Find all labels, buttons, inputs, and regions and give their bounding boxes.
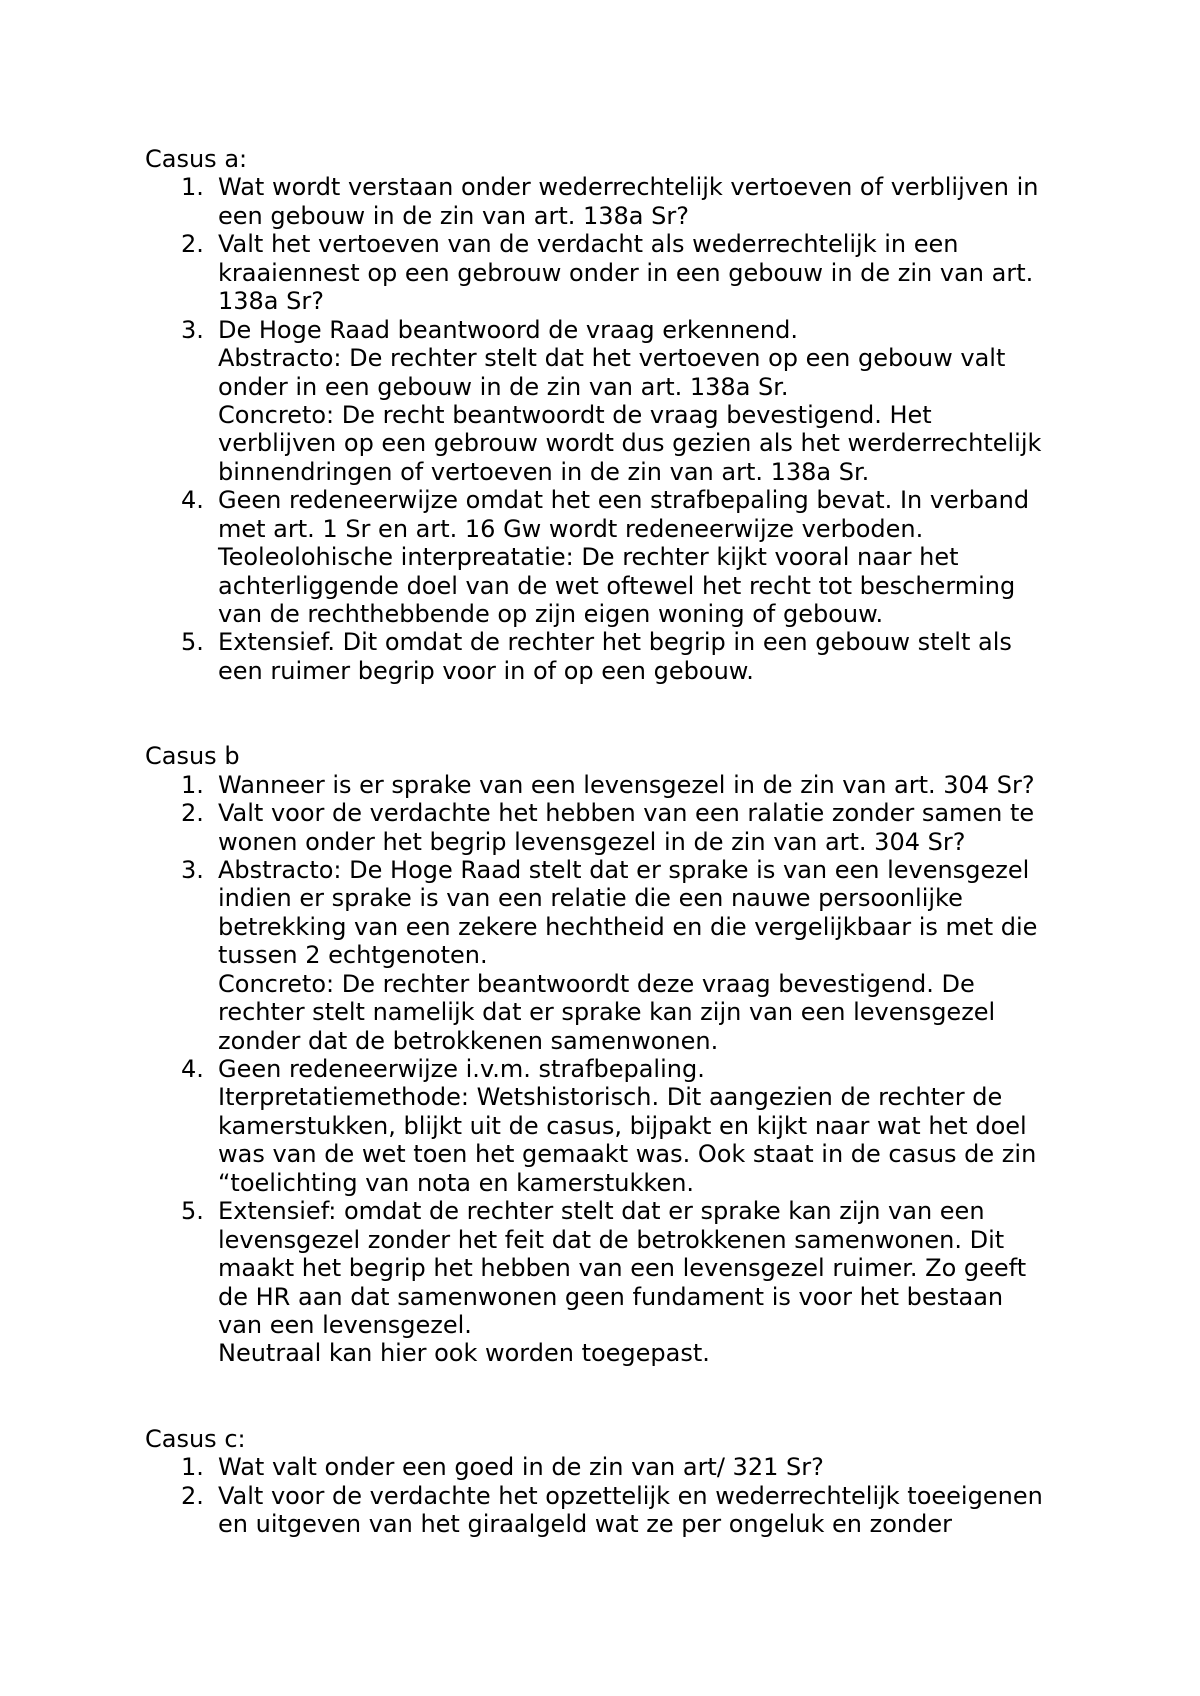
numbered-list [145, 1453, 1043, 1538]
casus-section [145, 145, 1043, 685]
list-item-text [218, 1453, 1043, 1481]
list-item [145, 628, 1043, 685]
list-number: 5. [181, 1197, 204, 1226]
list-item-text [218, 628, 1043, 685]
list-item-text [218, 173, 1043, 230]
text-line: Wat valt onder een goed in de zin van art/ 321 Sr? [218, 1453, 824, 1482]
list-number: 4. [181, 1055, 204, 1083]
text-line: verblijven op een gebrouw wordt dus gezien als het werderrechtelijk [218, 429, 1042, 458]
text-line: Abstracto: De Hoge Raad stelt dat er sprake is van een levensgezel [218, 855, 1030, 884]
list-item [145, 771, 1043, 799]
text-line: Valt voor de verdachte het hebben van een ralatie zonder samen te [218, 799, 1035, 828]
list-item-text [218, 486, 1043, 628]
text-line: Teoleolohische interpreatatie: De rechter kijkt vooral naar het [218, 543, 959, 572]
text-line: Valt het vertoeven van de verdacht als wederrechtelijk in een [218, 230, 959, 259]
list-number: 2. [181, 799, 204, 828]
list-item-text [218, 856, 1043, 1055]
list-number: 3. [181, 315, 204, 344]
list-number: 4. [181, 486, 204, 515]
text-line: wonen onder het begrip levensgezel in de zin van art. 304 Sr? [218, 827, 966, 856]
list-number: 2. [181, 230, 204, 259]
list-number: 5. [181, 628, 204, 657]
text-line: van de rechthebbende op zijn eigen woning of gebouw. [218, 600, 884, 628]
text-line: met art. 1 Sr en art. 16 Gw wordt redeneerwijze verboden. [218, 514, 924, 543]
text-line: rechter stelt namelijk dat er sprake kan zijn van een levensgezel [218, 998, 996, 1027]
list-item-text [218, 799, 1043, 856]
casus-title: Casus a: [145, 145, 248, 173]
list-item-text [218, 1482, 1043, 1539]
text-line: indien er sprake is van een relatie die een nauwe persoonlijke [218, 884, 963, 913]
text-line: Geen redeneerwijze i.v.m. strafbepaling. [218, 1055, 705, 1083]
text-line: Iterpretatiemethode: Wetshistorisch. Dit aangezien de rechter de [218, 1083, 1003, 1112]
text-line: onder in een gebouw in de zin van art. 138a Sr. [218, 372, 789, 401]
numbered-list [145, 771, 1043, 1368]
list-item [145, 230, 1043, 315]
text-line: Abstracto: De rechter stelt dat het vertoeven op een gebouw valt [218, 344, 1006, 373]
list-number: 1. [181, 1453, 204, 1482]
list-item-text [218, 1055, 1043, 1197]
list-item [145, 316, 1043, 487]
list-item [145, 856, 1043, 1055]
list-item [145, 173, 1043, 230]
text-line: Wanneer is er sprake van een levensgezel in de zin van art. 304 Sr? [218, 770, 1035, 799]
text-line: de HR aan dat samenwonen geen fundament is voor het bestaan [218, 1282, 1004, 1311]
casus-title: Casus c: [145, 1424, 246, 1453]
text-line: Valt voor de verdachte het opzettelijk en wederrechtelijk toeeigenen [218, 1481, 1043, 1510]
text-line: 138a Sr? [218, 287, 324, 316]
list-item-text [218, 316, 1043, 487]
text-line: Neutraal kan hier ook worden toegepast. [218, 1339, 710, 1368]
list-item [145, 1197, 1043, 1368]
list-item-text [218, 1197, 1043, 1368]
text-line: en uitgeven van het giraalgeld wat ze per ongeluk en zonder [218, 1510, 952, 1538]
casus-title: Casus b [145, 742, 240, 771]
list-item [145, 1055, 1043, 1197]
list-number: 1. [181, 173, 204, 202]
list-number: 2. [181, 1481, 204, 1510]
list-item-text [218, 230, 1043, 315]
casus-section [145, 742, 1043, 1368]
text-line: maakt het begrip het hebben van een levensgezel ruimer. Zo geeft [218, 1254, 1027, 1283]
list-number: 1. [181, 770, 204, 799]
text-line: was van de wet toen het gemaakt was. Ook staat in de casus de zin [218, 1140, 1037, 1169]
text-line: Concreto: De recht beantwoordt de vraag bevestigend. Het [218, 400, 932, 429]
text-line: De Hoge Raad beantwoord de vraag erkennend. [218, 315, 798, 344]
numbered-list [145, 173, 1043, 685]
text-line: tussen 2 echtgenoten. [218, 941, 488, 970]
text-line: Geen redeneerwijze omdat het een strafbepaling bevat. In verband [218, 486, 1030, 515]
list-item [145, 1482, 1043, 1539]
text-line: Extensief: omdat de rechter stelt dat er sprake kan zijn van een [218, 1197, 985, 1226]
text-line: een ruimer begrip voor in of op een gebouw. [218, 656, 754, 685]
casus-section [145, 1425, 1043, 1539]
text-line: levensgezel zonder het feit dat de betrokkenen samenwonen. Dit [218, 1225, 1005, 1254]
text-line: een gebouw in de zin van art. 138a Sr? [218, 201, 689, 230]
document-page-body [145, 145, 1043, 1538]
text-line: zonder dat de betrokkenen samenwonen. [218, 1026, 719, 1055]
list-item [145, 799, 1043, 856]
text-line: Wat wordt verstaan onder wederrechtelijk vertoeven of verblijven in [218, 173, 1039, 202]
text-line: betrekking van een zekere hechtheid en die vergelijkbaar is met die [218, 912, 1038, 941]
text-line: binnendringen of vertoeven in de zin van art. 138a Sr. [218, 457, 870, 486]
text-line: kraaiennest op een gebrouw onder in een gebouw in de zin van art. [218, 258, 1034, 287]
text-line: achterliggende doel van de wet oftewel het recht tot bescherming [218, 571, 1016, 600]
text-line: van een levensgezel. [218, 1310, 472, 1339]
list-item [145, 1453, 1043, 1481]
list-item-text [218, 771, 1043, 799]
list-item [145, 486, 1043, 628]
text-line: kamerstukken, blijkt uit de casus, bijpakt en kijkt naar wat het doel [218, 1111, 1027, 1140]
list-number: 3. [181, 855, 204, 884]
text-line: “toelichting van nota en kamerstukken. [218, 1168, 695, 1197]
text-line: Concreto: De rechter beantwoordt deze vraag bevestigend. De [218, 969, 975, 998]
text-line: Extensief. Dit omdat de rechter het begrip in een gebouw stelt als [218, 628, 1012, 657]
